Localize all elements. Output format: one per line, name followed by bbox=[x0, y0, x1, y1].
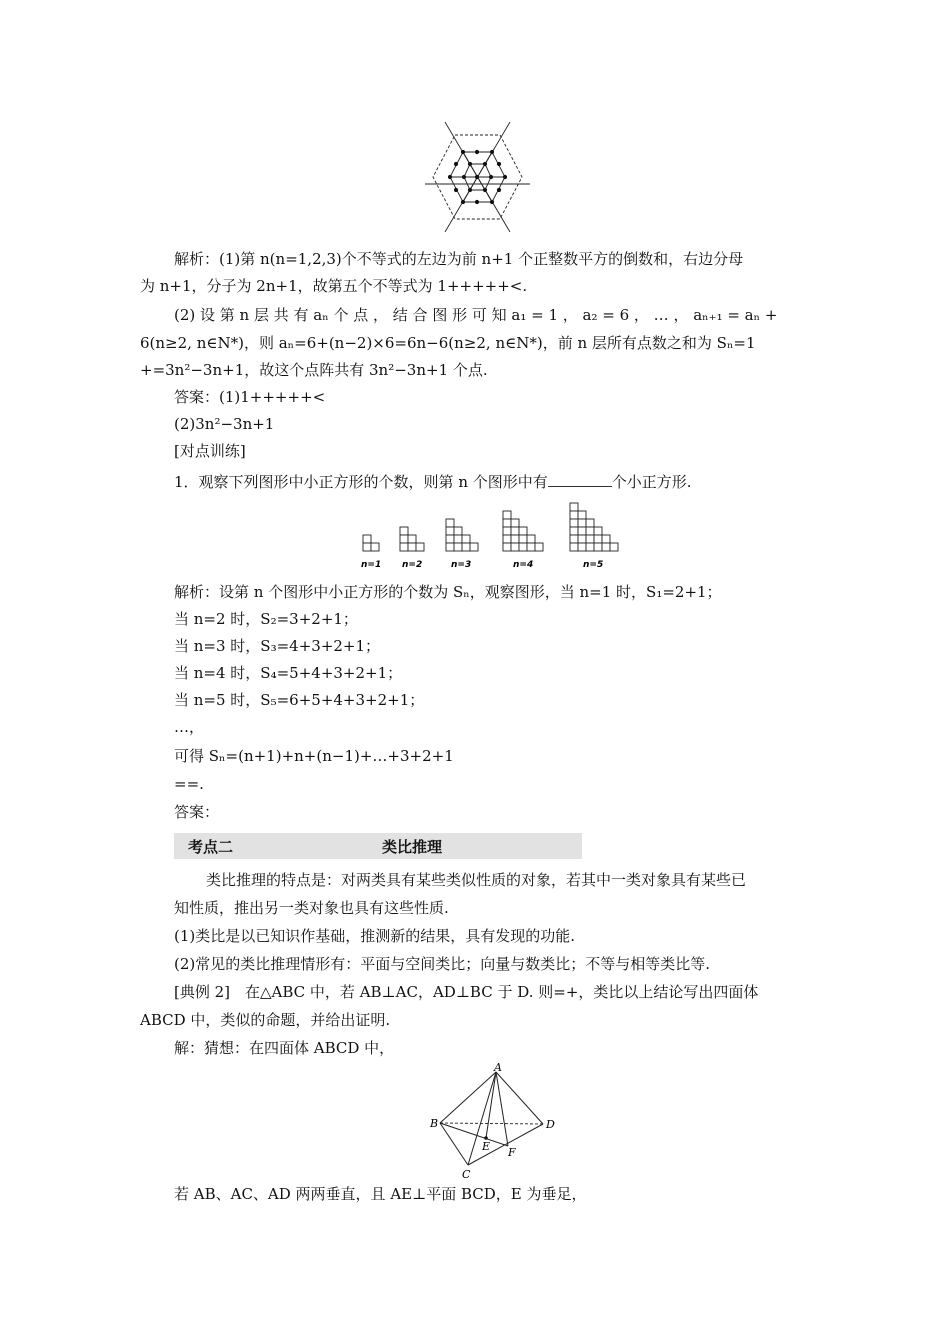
label-n2: n=2 bbox=[402, 560, 423, 570]
paragraph-2: (1)类比是以已知识作基础，推测新的结果，具有发现的功能. bbox=[174, 927, 576, 945]
analysis-line-5: +=3n²−3n+1，故这个点阵共有 3n²−3n+1 个点. bbox=[140, 361, 488, 379]
example-line-1: [典例 2] 在△ABC 中，若 AB⊥AC，AD⊥BC 于 D. 则=+，类比以上结论写出四面体 bbox=[174, 983, 759, 1001]
paragraph-1a: 类比推理的特点是：对两类具有某些类似性质的对象，若其中一类对象具有某些已 bbox=[206, 871, 747, 889]
analysis-2-line-3: 当 n=3 时，S₃=4+3+2+1； bbox=[174, 637, 381, 655]
final-line: 若 AB、AC、AD 两两垂直，且 AE⊥平面 BCD，E 为垂足， bbox=[174, 1185, 587, 1203]
answer-line-2: (2)3n²−3n+1 bbox=[174, 415, 275, 433]
practice-heading: [对点训练] bbox=[174, 442, 246, 460]
analysis-2-line-8: ==. bbox=[174, 775, 204, 793]
analysis-2-line-4: 当 n=4 时，S₄=5+4+3+2+1； bbox=[174, 664, 403, 682]
section-key: 考点二 bbox=[188, 838, 234, 856]
analysis-2-line-5: 当 n=5 时，S₅=6+5+4+3+2+1； bbox=[174, 691, 425, 709]
analysis-2-line-1: 解析：设第 n 个图形中小正方形的个数为 Sₙ，观察图形，当 n=1 时，S₁=2+1； bbox=[174, 583, 722, 601]
solution-line: 解：猜想：在四面体 ABCD 中， bbox=[174, 1039, 395, 1057]
section-title: 类比推理 bbox=[382, 838, 443, 856]
analysis-2-line-6: …， bbox=[174, 718, 205, 736]
answer-line-1: 答案：(1)1+++++< bbox=[174, 388, 326, 406]
paragraph-3: (2)常见的类比推理情形有：平面与空间类比；向量与数类比；不等与相等类比等. bbox=[174, 955, 711, 973]
analysis-2-line-2: 当 n=2 时，S₂=3+2+1； bbox=[174, 610, 358, 628]
label-f: F bbox=[508, 1146, 516, 1159]
question-1-text: 1．观察下列图形中小正方形的个数，则第 n 个图形中有 bbox=[174, 473, 548, 491]
label-c: C bbox=[462, 1168, 471, 1180]
answer-blank bbox=[548, 472, 612, 487]
label-a: A bbox=[494, 1062, 502, 1074]
tetrahedron-figure bbox=[428, 1062, 563, 1180]
analysis-2-line-7: 可得 Sₙ=(n+1)+n+(n−1)+…+3+2+1 bbox=[174, 747, 454, 765]
label-n3: n=3 bbox=[451, 560, 472, 570]
label-n1: n=1 bbox=[361, 560, 382, 570]
analysis-line-3: (2) 设 第 n 层 共 有 aₙ 个 点 ， 结 合 图 形 可 知 a₁ = 1 ， a₂ = 6 ， … ， aₙ₊₁ = aₙ + bbox=[174, 306, 778, 324]
answer-2: 答案： bbox=[174, 803, 220, 821]
label-n4: n=4 bbox=[513, 560, 534, 570]
question-1 bbox=[174, 472, 692, 492]
example-line-2: ABCD 中，类似的命题，并给出证明. bbox=[140, 1011, 391, 1029]
analysis-line-1: 解析：(1)第 n(n=1,2,3)个不等式的左边为前 n+1 个正整数平方的倒数和，右边分母 bbox=[174, 250, 744, 268]
analysis-line-4: 6(n≥2, n∈N*)，则 aₙ=6+(n−2)×6=6n−6(n≥2, n∈N*)，前 n 层所有点数之和为 Sₙ=1 bbox=[140, 334, 756, 352]
label-n5: n=5 bbox=[583, 560, 604, 570]
paragraph-1b: 知性质，推出另一类对象也具有这些性质. bbox=[174, 899, 449, 917]
label-b: B bbox=[430, 1117, 439, 1130]
analysis-line-2: 为 n+1，分子为 2n+1，故第五个不等式为 1+++++<. bbox=[140, 277, 528, 295]
label-e: E bbox=[482, 1140, 491, 1153]
section-header bbox=[174, 833, 582, 859]
question-1-tail: 个小正方形. bbox=[611, 473, 692, 491]
staircase-squares-figure bbox=[355, 500, 635, 575]
hexagon-dot-lattice-figure bbox=[425, 122, 530, 232]
label-d: D bbox=[546, 1118, 555, 1131]
